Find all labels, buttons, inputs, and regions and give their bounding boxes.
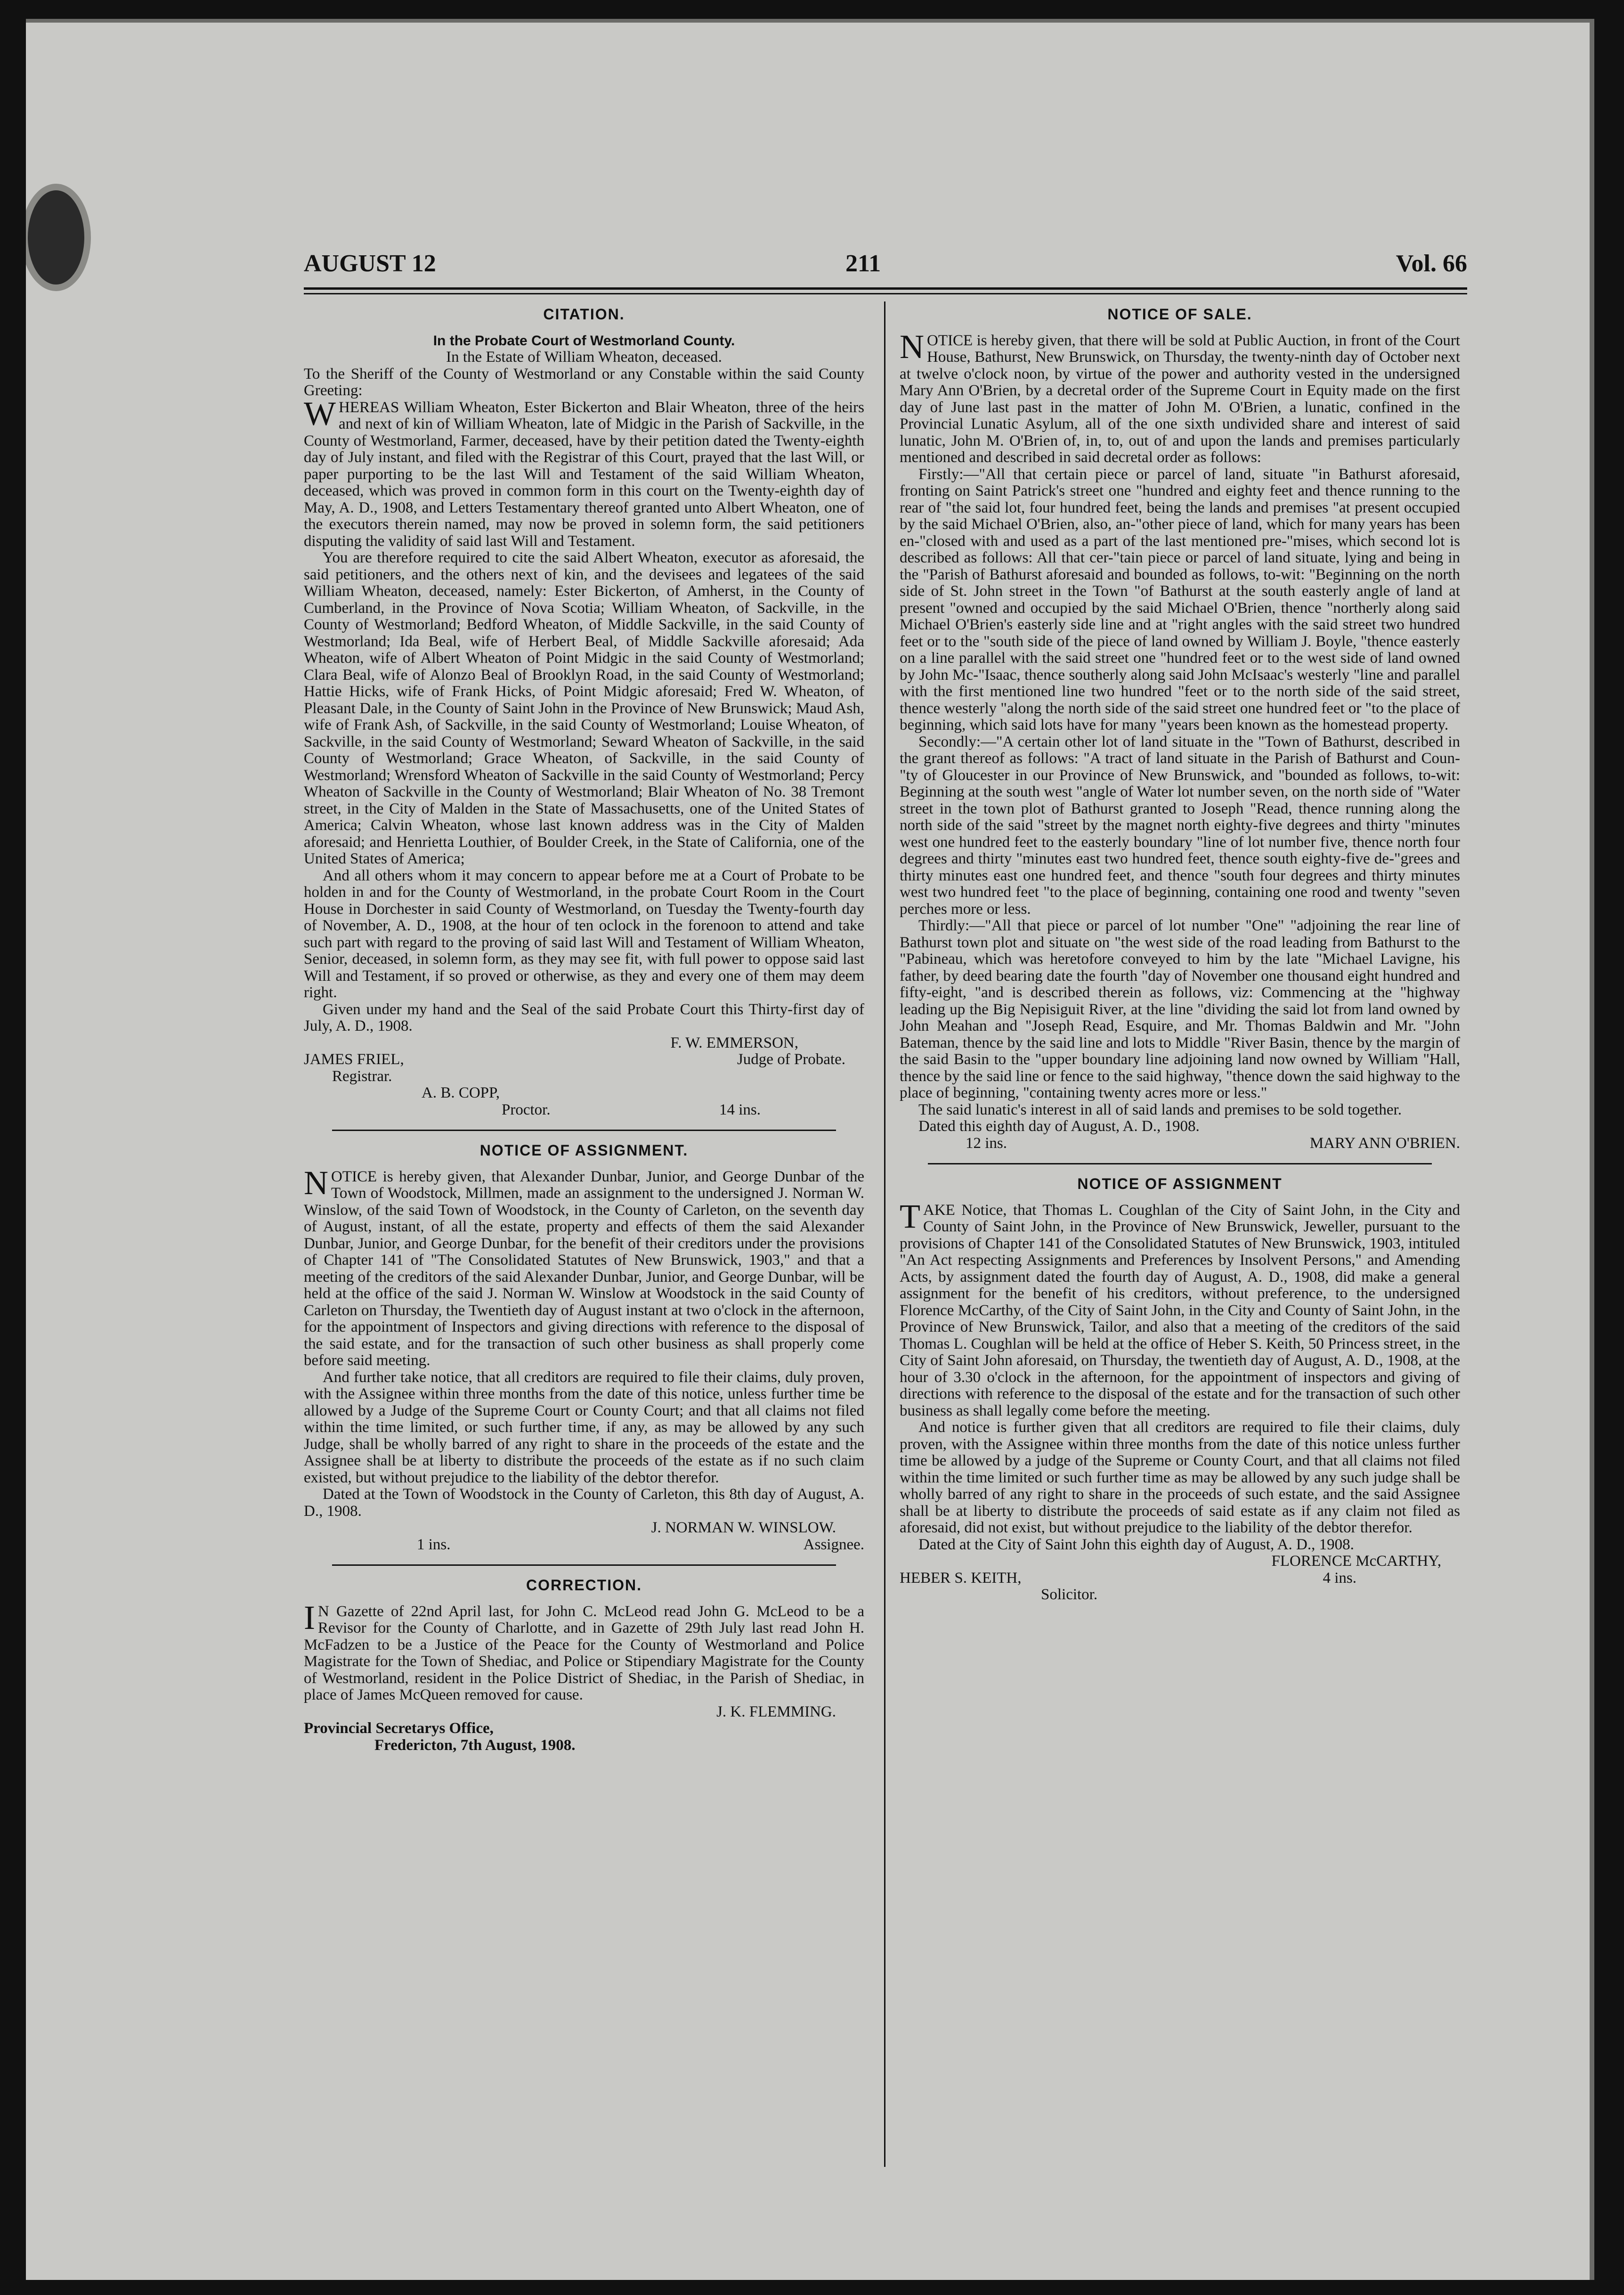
running-header: [304, 250, 1467, 283]
citation-given: Given under my hand and the Seal of the said Probate Court this Thirty-first day of July, A. D., 1908.: [304, 1001, 864, 1034]
assign1-heading: NOTICE OF ASSIGNMENT.: [479, 1142, 689, 1159]
sale-para-5: The said lunatic's interest in all of said lands and premises to be sold together.: [918, 1101, 1402, 1118]
assign2-signer: FLORENCE McCARTHY,: [1271, 1553, 1441, 1570]
right-column: [900, 301, 1460, 2167]
citation-heading: CITATION.: [543, 306, 625, 323]
binder-hole: [26, 184, 91, 291]
assign2-dated: Dated at the City of Saint John this eighth day of August, A. D., 1908.: [918, 1536, 1354, 1553]
left-column: [304, 301, 864, 2167]
assign2-solicitor-row: [900, 1570, 1460, 1587]
assign2-ins: 4 ins.: [1323, 1569, 1356, 1587]
assign2-para-1: TAKE Notice, that Thomas L. Coughlan of the City of Saint John, in the City and County of Saint John, in the Province of New Brunswick, Jeweller, pursuant to the provisions of Chapter 141 of the Consolidated Statutes of New Brunswick, 1903, intituled "An Act respecting Assignments and Preferences by Insolvent Persons," and Amending Acts, by assignment dated the fourth day of August, A. D., 1908, did make a general assignment for the benefit of his creditors, without preference, to the undersigned Florence McCarthy, of the City of Saint John, in the City and County of Saint John, in the Province of New Brunswick, Tailor, and also that a meeting of the creditors of the said Thomas L. Coughlan will be held at the office of Heber S. Keith, 50 Princess street, in the City of Saint John aforesaid, on Thursday, the twentieth day of August, A. D., 1908, at the hour of 3.30 o'clock in the afternoon, for the appointment of inspectors and giving of directions with reference to the disposal of the estate and for the transaction of such other business as shall legally come before the meeting.: [900, 1197, 1460, 1419]
assign1-para-1: NOTICE is hereby given, that Alexander Dunbar, Junior, and George Dunbar of the Town of Woodstock, Millmen, made an assignment to the undersigned J. Norman W. Winslow, of the said Town of Woodstock, in the County of Carleton, on the seventh day of August, instant, of all the estate, property and effects of them the said Alexander Dunbar, Junior, and George Dunbar, for the benefit of their creditors under the provisions of Chapter 141 of "The Consolidated Statutes of New Brunswick, 1903," and that a meeting of the creditors of the said Alexander Dunbar, Junior, and George Dunbar, will be held at the office of the said J. Norman W. Winslow at Woodstock in the said County of Carleton on Thursday, the Twentieth day of August instant at two o'clock in the afternoon, for the appointment of Inspectors and giving directions with reference to the disposal of the said estate, and for the transaction of such other business as shall properly come before said meeting.: [304, 1164, 864, 1369]
assign1-ins: 1 ins.: [417, 1536, 451, 1553]
header-date: AUGUST 12: [304, 250, 436, 277]
page-content: [304, 240, 1467, 2181]
assign1-dated: Dated at the Town of Woodstock in the County of Carleton, this 8th day of August, A. D., 1908.: [304, 1486, 864, 1520]
sale-bottom-row: [900, 1135, 1460, 1152]
citation-para-3: And all others whom it may concern to appear before me at a Court of Probate to be holden in and for the County of Westmorland, in the probate Court Room in the Court House in Dorchester in said County of Westmorland, on Tuesday the Twenty-fourth day of November, A. D., 1908, at the hour of ten oclock in the forenoon to attend and take such part with regard to the proving of said last Will and Testament of William Wheaton, Senior, deceased, in solemn form, as they may see fit, with full power to oppose said last Will and Testament, if so proved or otherwise, as they and every one of them may deem right.: [304, 867, 864, 1001]
sale-para-4: Thirdly:—"All that piece or parcel of lot number "One" "adjoining the rear line of Bathurst town plot and situate on "the west side of the road leading from Bathurst to the "Pabineau, which was heretofore conveyed to him by the late "Michael Lavigne, his father, by deed bearing date the fourth "day of November one thousand eight hundred and fifty-eight, "and is described therein as follows, viz: Commencing at the "highway leading up the Big Nepisiguit River, at the line "dividing the said lot from land owned by John Meahan and "Joseph Read, Esquire, and Mr. Thomas Baldwin and Mr. "John Bateman, thence by the said line and lots to Middle "River Basin, thence by the margin of the said Basin to the "upper boundary line adjoining land now owned by William "Hall, thence by the said line or fence to the said highway, "thence down the said highway to the place of beginning, "containing twenty acres more or less.": [900, 917, 1460, 1101]
assign1-bottom-row: [304, 1537, 864, 1554]
correction-notice: [304, 1577, 864, 1754]
citation-para-1: WHEREAS William Wheaton, Ester Bickerton and Blair Wheaton, three of the heirs and next of kin of William Wheaton, late of Midgic in the Parish of Sackville, in the County of Westmorland, Farmer, deceased, have by their petition dated the Twenty-eighth day of July instant, and filed with the Registrar of this Court, prayed that the last Will, or paper purporting to be the last Will and Testament of the said William Wheaton, deceased, which was proved in common form in this court on the Twenty-eighth day of May, A. D., 1908, and Letters Testamentary thereof granted unto Albert Wheaton, one of the executors therein named, may now be proved in solemn form, the said petitioners disputing the validity of said last Will and Testament.: [304, 394, 864, 550]
sale-notice: [900, 306, 1460, 1152]
assign1-signer-title: Assignee.: [803, 1536, 864, 1553]
header-volume: Vol. 66: [1396, 250, 1467, 277]
citation-para-2: You are therefore required to cite the said Albert Wheaton, executor as aforesaid, the said petitioners, and the others next of kin, and the devisees and legatees of the said William Wheaton, deceased, namely: Ester Bickerton, of Amherst, in the County of Cumberland, in the Province of Nova Scotia; William Wheaton, of Sackville, in the County of Westmorland; Bedford Wheaton, of Middle Sackville, in the said County of Westmorland; Ida Beal, wife of Herbert Beal, of Middle Sackville aforesaid; Ada Wheaton, wife of Albert Wheaton of Point Midgic in the said County of Westmorland; Clara Beal, wife of Alonzo Beal of Brooklyn Road, in the said County of Westmorland; Hattie Hicks, wife of Frank Hicks, of Point Midgic aforesaid; Fred W. Wheaton, of Pleasant Dale, in the County of Saint John in the Province of New Brunswick; Maud Ash, wife of Frank Ash, of Sackville, in the said County of Westmorland; Louise Wheaton, of Sackville, in the said County of Westmorland; Seward Wheaton of Sackville, in the said County of Westmorland; Grace Wheaton, of Sackville, in the said County of Westmorland; Wrensford Wheaton of Sackville in the said County of Westmorland; Percy Wheaton of Sackville in the County of Westmorland; Blair Wheaton of No. 38 Tremont street, in the City of Malden in the State of Massachusetts, one of the United States of America; Calvin Wheaton, whose last known address was in the City of Malden aforesaid; and Henrietta Louthier, of Boulder Creek, in the State of California, one of the United States of America;: [304, 549, 864, 867]
header-rule: [304, 287, 1467, 290]
assign2-heading: NOTICE OF ASSIGNMENT: [1077, 1175, 1283, 1192]
sale-para-2: Firstly:—"All that certain piece or parcel of land, situate "in Bathurst aforesaid, fronting on Saint Patrick's street one "hundred and eighty feet and thence running to the rear of "the said lot, four hundred feet, being the lands and premises "at present occupied by the said Michael O'Brien, also, an-"other piece of land, which for many years has been en-"closed with and used as a part of the last mentioned pre-"mises, which second lot is described as follows: All that cer-"tain piece or parcel of land situate, lying and being in the "Parish of Bathurst aforesaid and bounded as follows, to-wit: "Beginning on the north side of St. John street in the Town "of Bathurst at the south easterly angle of land at present "owned and occupied by the said Michael O'Brien, thence "northerly along said Michael O'Brien's easterly side line and at "right angles with the said street two hundred feet or to the "south side of the piece of land owned by William J. Boyle, "thence easterly on a line parallel with the said street one "hundred feet or to the west side of land owned by John Mc-"Isaac, thence southerly along said John McIsaac's westerly "line and parallel with the first mentioned line two hundred "feet or to the north side of the said street, thence westerly "along the north side of the said street one hundred feet or "to the place of beginning, which said lots have for many "years been known as the homestead property.: [900, 465, 1460, 733]
citation-proctor-row: [304, 1102, 864, 1119]
assignment-notice-2: [900, 1176, 1460, 1603]
header-page-number: 211: [845, 250, 881, 277]
citation-notice: [304, 306, 864, 1118]
sale-dated: Dated this eighth day of August, A. D., 1908.: [918, 1118, 1200, 1135]
citation-court: In the Probate Court of Westmorland County.: [433, 333, 735, 349]
column-divider: [884, 301, 885, 2167]
sale-ins: 12 ins.: [966, 1134, 1007, 1152]
correction-signer: J. K. FLEMMING.: [716, 1703, 836, 1720]
citation-to: To the Sheriff of the County of Westmorland or any Constable within the said County Greeting:: [304, 365, 864, 399]
assign1-para-2: And further take notice, that all creditors are required to file their claims, duly proven, with the Assignee within three months from the date of this notice, unless further time be allowed by a Judge of the Supreme Court or County Court; and that all claims not filed within the time limited, or such further time, if any, as may be allowed by any such Judge, shall be wholly barred of any right to share in the proceeds of the estate and the Assignee shall be at liberty to distribute the proceeds of the estate as if no such claim existed, but without prejudice to the liability of the debtor therefor.: [304, 1368, 864, 1486]
separator-3: [928, 1163, 1432, 1164]
separator-2: [332, 1564, 836, 1566]
citation-estate: In the Estate of William Wheaton, deceased.: [446, 349, 722, 366]
citation-proctor-title: Proctor.: [502, 1101, 551, 1118]
correction-para-1: IN Gazette of 22nd April last, for John C. McLeod read John G. McLeod to be a Revisor for the County of Charlotte, and in Gazette of 29th July last read John H. McFadzen to be a Justice of the Peace for the County of Westmorland and Police Magistrate for the Town of Shediac, and Police or Stipendiary Magistrate for the County of Westmorland, resident in the Police District of Shediac, in the Parish of Shediac, in place of James McQueen removed for cause.: [304, 1598, 864, 1703]
separator-1: [332, 1130, 836, 1131]
page-edge-right: [1590, 19, 1594, 2280]
citation-judge-name: F. W. EMMERSON,: [670, 1034, 798, 1051]
assign2-para-2: And notice is further given that all creditors are required to file their claims, duly proven, with the Assignee within three months from the date of this notice unless further time be allowed by a judge of the Supreme or County Court, and that all claims not filed within the time limited or such further time as may be allowed by any such judge shall be wholly barred of any right to share in the proceeds of such estate, and the said Assignee shall be at liberty to distribute the proceeds of said estate as if any claim not filed as aforesaid, did not exist, but without prejudice to the liability of the debtor therefor.: [900, 1419, 1460, 1536]
sale-signer: MARY ANN O'BRIEN.: [1309, 1134, 1460, 1152]
sale-para-3: Secondly:—"A certain other lot of land situate in the "Town of Bathurst, described in the grant thereof as follows: "A tract of land situate in the Parish of Bathurst and Coun-"ty of Gloucester in our Province of New Brunswick, and "bounded as follows, to-wit: Beginning at the south west "angle of Water lot number seven, on the north side of "Water street in the town plot of Bathurst granted to Joseph "Read, thence running along the north side of the said "street by the magnet north eighty-five degrees and thirty "minutes west one hundred feet to the easterly boundary "line of lot number five, thence north four degrees and thirty "minutes east two hundred feet, thence south eighty-five de-"grees and thirty minutes east one hundred feet, and thence "south four degrees and thirty minutes west two hundred feet "to the place of beginning, containing one rood and twenty "seven perches more or less.: [900, 733, 1460, 918]
citation-proctor-name: A. B. COPP,: [422, 1084, 500, 1101]
correction-office: Provincial Secretarys Office,: [304, 1720, 494, 1737]
page-edge-top: [26, 19, 1594, 23]
correction-place: Fredericton, 7th August, 1908.: [374, 1736, 576, 1754]
citation-registrar-title: Registrar.: [332, 1067, 392, 1085]
citation-judge-title: Judge of Probate.: [737, 1051, 845, 1068]
sale-para-1: NOTICE is hereby given, that there will be sold at Public Auction, in front of the Court House, Bathurst, New Brunswick, on Thursday, the twenty-ninth day of October next at twelve o'clock noon, by virtue of the power and authority vested in the undersigned Mary Ann O'Brien, by a decretal order of the Supreme Court in Equity made on the first day of June last past in the matter of John M. O'Brien, a lunatic, confined in the Provincial Lunatic Asylum, all of the one sixth undivided share and interest of said lunatic, John M. O'Brien of, in, to, out of and upon the lands and premises particularly mentioned and described in said decretal order as follows:: [900, 327, 1460, 466]
correction-heading: CORRECTION.: [526, 1577, 642, 1594]
assign2-solicitor-name: HEBER S. KEITH,: [900, 1569, 1022, 1587]
sale-heading: NOTICE OF SALE.: [1107, 306, 1252, 323]
citation-ins: 14 ins.: [719, 1101, 761, 1118]
gazette-page: [26, 19, 1594, 2280]
assign2-solicitor-title: Solicitor.: [1041, 1586, 1098, 1603]
citation-registrar-row: [304, 1051, 864, 1068]
assignment-notice-1: [304, 1142, 864, 1553]
assign1-signer: J. NORMAN W. WINSLOW.: [651, 1519, 836, 1536]
citation-registrar-name: JAMES FRIEL,: [304, 1051, 404, 1068]
header-rule-2: [304, 293, 1467, 294]
